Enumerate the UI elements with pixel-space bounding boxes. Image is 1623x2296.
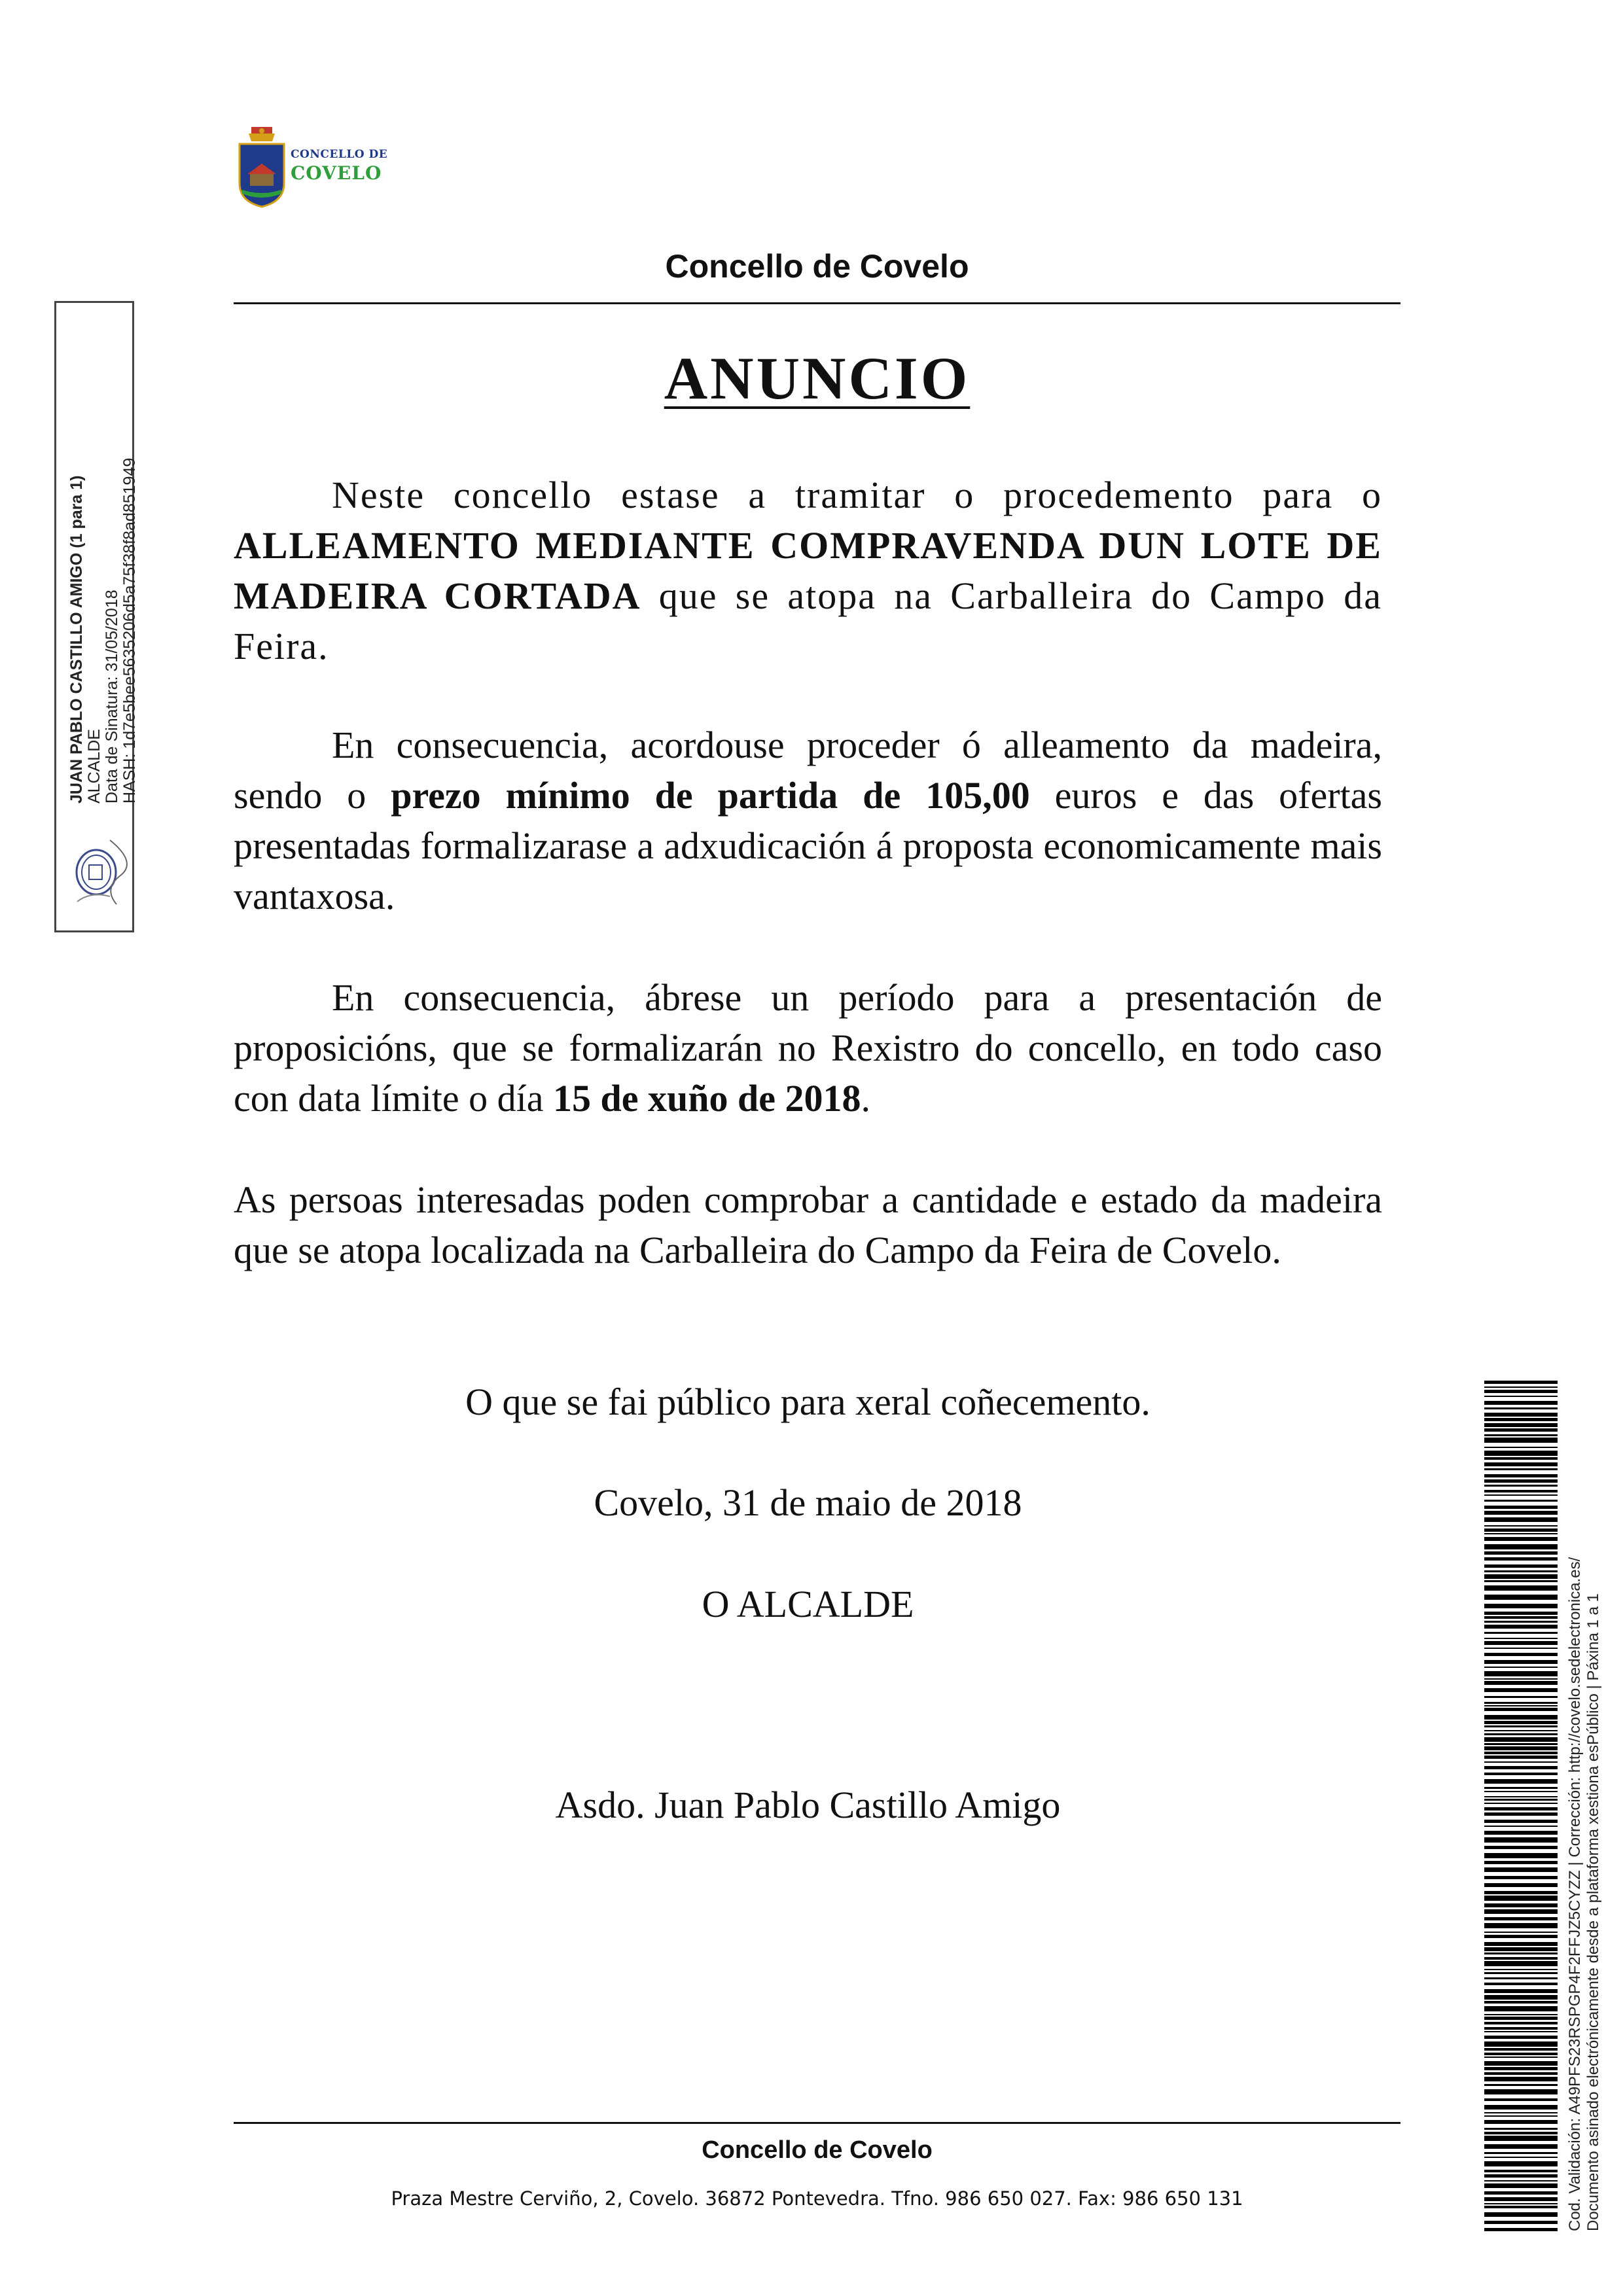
barcode-bar — [1484, 2072, 1558, 2075]
barcode-bar — [1484, 1511, 1558, 1515]
stamp-position: ALCALDE — [85, 729, 103, 804]
barcode-bar — [1484, 1660, 1558, 1664]
barcode-bar — [1484, 1604, 1558, 1608]
barcode-bar — [1484, 1678, 1558, 1680]
barcode-bar — [1484, 1648, 1558, 1649]
barcode-bar — [1484, 1551, 1558, 1555]
barcode-bar — [1484, 1525, 1558, 1527]
barcode-bar — [1484, 1721, 1558, 1724]
barcode-bar — [1484, 1702, 1558, 1704]
barcode-bar — [1484, 1621, 1558, 1623]
signature-stamp — [54, 301, 139, 932]
barcode-bar — [1484, 1418, 1558, 1421]
barcode-bar — [1484, 1413, 1558, 1417]
barcode-bar — [1484, 1861, 1558, 1864]
barcode-bar — [1484, 2228, 1558, 2231]
barcode-bar — [1484, 1494, 1558, 1496]
barcode-bar — [1484, 1386, 1558, 1388]
barcode-bar — [1484, 2136, 1558, 2141]
barcode-bar — [1484, 1820, 1558, 1823]
barcode-bar — [1484, 2022, 1558, 2024]
barcode-bar — [1484, 1696, 1558, 1698]
barcode-bar — [1484, 1625, 1558, 1629]
barcode-bar — [1484, 1479, 1558, 1483]
paragraph-2-text-a: En consecuencia, acordouse proceder ó alleamento da madeira, sendo o — [234, 724, 1382, 817]
barcode-bar — [1484, 1837, 1558, 1843]
header-divider — [234, 302, 1400, 304]
barcode-bar — [1484, 1773, 1558, 1775]
place-date: Covelo, 31 de maio de 2018 — [594, 1481, 1022, 1524]
barcode-bar — [1484, 1935, 1558, 1938]
signatory-name: Asdo. Juan Pablo Castillo Amigo — [555, 1784, 1061, 1826]
barcode-bar — [1484, 1787, 1558, 1789]
barcode-bar — [1484, 1474, 1558, 1477]
paragraph-3-text-a: En consecuencia, ábrese un período para a presentación de proposicións, que se formalizarán no Rexistro do concello, en todo caso con data límite o día — [234, 976, 1382, 1120]
stamp-signer-name: JUAN PABLO CASTILLO AMIGO (1 para 1) — [67, 475, 86, 804]
signatory-role: O ALCALDE — [702, 1583, 914, 1625]
barcode-bar — [1484, 1733, 1558, 1735]
barcode-bar — [1484, 1517, 1558, 1522]
barcode-bar — [1484, 1746, 1558, 1750]
barcode-bar — [1484, 2017, 1558, 2020]
barcode-bar — [1484, 1952, 1558, 1954]
barcode-bar — [1484, 1756, 1558, 1759]
barcode-bar — [1484, 2031, 1558, 2032]
barcode-bar — [1484, 2157, 1558, 2158]
barcode-bar — [1484, 1969, 1558, 1970]
barcode-bar — [1484, 2212, 1558, 2217]
barcode-bar — [1484, 2067, 1558, 2070]
barcode-bar — [1484, 2174, 1558, 2178]
barcode-bar — [1484, 2105, 1558, 2110]
barcode-bar — [1484, 1533, 1558, 1534]
barcode-bar — [1484, 1401, 1558, 1405]
logo-line-2: COVELO — [291, 162, 382, 184]
barcode-bar — [1484, 1932, 1558, 1933]
barcode-bar — [1484, 1653, 1558, 1656]
barcode-bar — [1484, 1891, 1558, 1894]
barcode-bar — [1484, 1725, 1558, 1727]
paragraph-1-text-a: Neste concello estase a tramitar o procedemento para o — [332, 474, 1382, 516]
barcode-bar — [1484, 1616, 1558, 1619]
barcode-bar — [1484, 1867, 1558, 1872]
logo-line-1: CONCELLO DE — [291, 148, 388, 161]
paragraph-3-bold: 15 de xuño de 2018 — [553, 1077, 861, 1120]
barcode-bar — [1484, 2036, 1558, 2039]
stamp-hash: HASH: 1d7e5bee5635206d5a75f38f8ad851949 — [120, 457, 139, 804]
barcode-bar — [1484, 1574, 1558, 1579]
footer-title: Concello de Covelo — [702, 2136, 933, 2164]
barcode-bar — [1484, 1490, 1558, 1492]
barcode-bar — [1484, 1812, 1558, 1816]
barcode-bar — [1484, 1989, 1558, 1993]
barcode-bar — [1484, 1761, 1558, 1763]
barcode-bar — [1484, 1752, 1558, 1754]
barcode-bar — [1484, 1983, 1558, 1985]
barcode-bar — [1484, 1671, 1558, 1676]
barcode-bar — [1484, 2053, 1558, 2055]
barcode-bar — [1484, 1641, 1558, 1645]
barcode-bar — [1484, 2152, 1558, 2154]
paragraph-3 — [234, 972, 1382, 1123]
document-title: ANUNCIO — [664, 345, 971, 412]
barcode-bar — [1484, 1917, 1558, 1920]
validation-line-1: Cod. Validación: A49PFS23RSPGP4F2FFJZ5CYZZ | Corrección: http://covelo.sedelectronica.es/ — [1566, 1557, 1584, 2231]
barcode-bar — [1484, 2191, 1558, 2195]
paragraph-1-text-c: que se atopa na Carballeira do Campo da Feira. — [234, 574, 1382, 667]
barcode-bar — [1484, 1585, 1558, 1591]
coat-of-arms-icon — [236, 124, 288, 209]
municipal-logo — [236, 124, 393, 213]
barcode-bar — [1484, 2077, 1558, 2081]
barcode-bar — [1484, 2221, 1558, 2224]
barcode-bar — [1484, 1506, 1558, 1509]
barcode-bar — [1484, 1846, 1558, 1849]
barcode-bar — [1484, 1876, 1558, 1879]
barcode-bar — [1484, 2132, 1558, 2134]
barcode-bar — [1484, 1826, 1558, 1827]
barcode-bar — [1484, 1803, 1558, 1804]
closing-text: O que se fai público para xeral coñecemento. — [465, 1381, 1150, 1423]
barcode-bar — [1484, 1451, 1558, 1456]
barcode-bar — [1484, 1638, 1558, 1639]
barcode-bar — [1484, 1799, 1558, 1801]
barcode-bar — [1484, 1457, 1558, 1460]
validation-barcode-icon — [1484, 1381, 1558, 2231]
barcode-bar — [1484, 2115, 1558, 2117]
barcode-bar — [1484, 1737, 1558, 1742]
barcode-bar — [1484, 2014, 1558, 2015]
barcode-bar — [1484, 1796, 1558, 1797]
barcode-bar — [1484, 1766, 1558, 1769]
barcode-bar — [1484, 2206, 1558, 2208]
barcode-bar — [1484, 2161, 1558, 2166]
barcode-bar — [1484, 1396, 1558, 1397]
footer-address: Praza Mestre Cerviño, 2, Covelo. 36872 Pontevedra. Tfno. 986 650 027. Fax: 986 650 131 — [391, 2187, 1243, 2210]
barcode-bar — [1484, 1381, 1558, 1384]
paragraph-2 — [234, 720, 1382, 921]
footer-divider — [234, 2122, 1400, 2124]
barcode-bar — [1484, 1528, 1558, 1532]
barcode-bar — [1484, 1468, 1558, 1470]
barcode-bar — [1484, 1423, 1558, 1427]
barcode-bar — [1484, 1708, 1558, 1711]
barcode-bar — [1484, 2170, 1558, 2172]
barcode-bar — [1484, 1407, 1558, 1409]
digital-seal-icon — [64, 836, 128, 908]
barcode-bar — [1484, 1923, 1558, 1928]
barcode-bar — [1484, 1447, 1558, 1448]
barcode-bar — [1484, 2180, 1558, 2181]
validation-text — [1561, 1518, 1613, 2231]
barcode-bar — [1484, 1434, 1558, 1436]
paragraph-1 — [234, 470, 1382, 671]
barcode-bar — [1484, 1688, 1558, 1692]
barcode-bar — [1484, 1632, 1558, 1634]
barcode-bar — [1484, 1957, 1558, 1960]
barcode-bar — [1484, 1681, 1558, 1685]
barcode-bar — [1484, 1580, 1558, 1582]
barcode-bar — [1484, 1831, 1558, 1835]
barcode-bar — [1484, 1537, 1558, 1541]
barcode-bar — [1484, 1995, 1558, 2000]
barcode-bar — [1484, 1972, 1558, 1974]
barcode-bar — [1484, 1791, 1558, 1792]
barcode-bar — [1484, 1667, 1558, 1668]
barcode-bar — [1484, 1715, 1558, 1720]
barcode-bar — [1484, 2027, 1558, 2030]
barcode-bar — [1484, 1428, 1558, 1432]
barcode-bar — [1484, 1779, 1558, 1784]
barcode-bar — [1484, 1730, 1558, 1731]
barcode-bar — [1484, 2061, 1558, 2066]
barcode-bar — [1484, 2041, 1558, 2047]
barcode-bar — [1484, 2120, 1558, 2124]
barcode-bar — [1484, 1390, 1558, 1393]
barcode-bar — [1484, 1595, 1558, 1600]
barcode-bar — [1484, 1903, 1558, 1907]
barcode-bar — [1484, 1942, 1558, 1946]
barcode-bar — [1484, 1909, 1558, 1914]
barcode-bar — [1484, 2128, 1558, 2130]
barcode-bar — [1484, 1462, 1558, 1466]
barcode-bar — [1484, 1883, 1558, 1887]
barcode-bar — [1484, 1438, 1558, 1443]
barcode-bar — [1484, 2183, 1558, 2188]
barcode-bar — [1484, 2144, 1558, 2149]
barcode-bar — [1484, 2057, 1558, 2058]
paragraph-3-text-c: . — [861, 1077, 871, 1120]
barcode-bar — [1484, 1853, 1558, 1858]
barcode-bar — [1484, 2001, 1558, 2004]
paragraph-2-text-c: euros e das ofertas presentadas formalizarase a adxudicación á proposta economicamente mais vantaxosa. — [234, 774, 1382, 917]
barcode-bar — [1484, 2084, 1558, 2086]
barcode-bar — [1484, 1947, 1558, 1951]
barcode-bar — [1484, 1570, 1558, 1572]
barcode-bar — [1484, 2112, 1558, 2113]
barcode-bar — [1484, 1500, 1558, 1502]
barcode-bar — [1484, 2006, 1558, 2011]
validation-line-2: Documento asinado electrónicamente desde a plataforma xestiona esPúblico | Páxina 1 a 1 — [1584, 1593, 1602, 2231]
barcode-bar — [1484, 2089, 1558, 2094]
barcode-bar — [1484, 1612, 1558, 1615]
stamp-date: Data de Sinatura: 31/05/2018 — [103, 590, 121, 804]
barcode-bar — [1484, 2197, 1558, 2201]
barcode-bar — [1484, 1807, 1558, 1810]
barcode-bar — [1484, 2203, 1558, 2204]
barcode-bar — [1484, 1705, 1558, 1706]
barcode-bar — [1484, 2048, 1558, 2051]
header-title: Concello de Covelo — [665, 248, 969, 285]
paragraph-2-bold: prezo mínimo de partida de 105,00 — [391, 774, 1030, 817]
barcode-bar — [1484, 1544, 1558, 1549]
barcode-bar — [1484, 1977, 1558, 1979]
paragraph-1-bold: ALLEAMENTO MEDIANTE COMPRAVENDA DUN LOTE DE MADEIRA CORTADA — [234, 524, 1382, 617]
barcode-bar — [1484, 1743, 1558, 1745]
paragraph-4: As persoas interesadas poden comprobar a cantidade e estado da madeira que se atopa localizada na Carballeira do Campo da Feira de Covelo. — [234, 1178, 1382, 1271]
barcode-bar — [1484, 1564, 1558, 1568]
barcode-bar — [1484, 1557, 1558, 1561]
barcode-bar — [1484, 1896, 1558, 1901]
barcode-bar — [1484, 2098, 1558, 2101]
barcode-bar — [1484, 1485, 1558, 1487]
barcode-bar — [1484, 1961, 1558, 1966]
